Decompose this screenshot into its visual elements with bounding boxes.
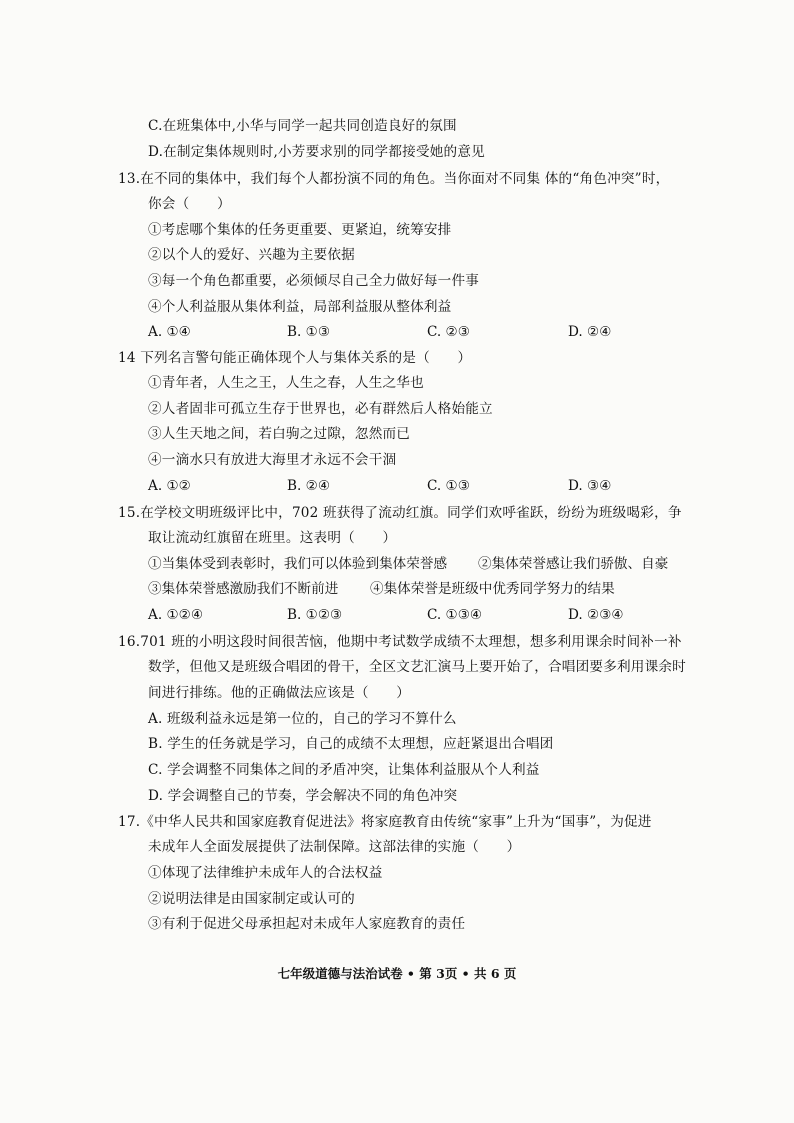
q13-stem-line2: 你会（ ） bbox=[148, 196, 231, 212]
q14-item-3: ③人生天地之间，若白驹之过隙，忽然而已 bbox=[148, 426, 411, 442]
q16-option-c: C. 学会调整不同集体之间的矛盾冲突，让集体利益服从个人利益 bbox=[148, 762, 540, 778]
q15-item-3: ③集体荣誉感激励我们不断前进 bbox=[148, 581, 339, 597]
q17-stem-line2: 未成年人全面发展提供了法制保障。这部法律的实施（ ） bbox=[148, 839, 521, 855]
q13-stem-line1: 13.在不同的集体中，我们每个人都扮演不同的角色。当你面对不同集 体的“角色冲突”时， bbox=[118, 171, 670, 187]
q16-stem-line2: 数学，但他又是班级合唱团的骨干，全区文艺汇演马上要开始了，合唱团要多利用课余时 bbox=[148, 659, 686, 675]
q17-stem-line1: 17.《中华人民共和国家庭教育促进法》将家庭教育由传统“家事”上升为“国事”，为促进 bbox=[118, 814, 652, 830]
q13-option-c: C. ②③ bbox=[427, 324, 470, 340]
q14-option-d: D. ③④ bbox=[568, 478, 612, 494]
q14-item-2: ②人者固非可孤立生存于世界也，必有群然后人格始能立 bbox=[148, 401, 493, 417]
q14-item-4: ④一滴水只有放进大海里才永远不会干涸 bbox=[148, 452, 397, 468]
q13-option-a: A. ①④ bbox=[148, 324, 191, 340]
q14-stem: 14 下列名言警句能正确体现个人与集体关系的是（ ） bbox=[118, 350, 472, 366]
q16-stem-line1: 16.701 班的小明这段时间很苦恼，他期中考试数学成绩不太理想，想多利用课余时间补一补 bbox=[118, 634, 682, 650]
q17-item-1: ①体现了法律维护未成年人的合法权益 bbox=[148, 865, 383, 881]
q13-item-3: ③每一个角色都重要，必须倾尽自己全力做好每一件事 bbox=[148, 273, 480, 289]
q16-option-b: B. 学生的任务就是学习，自己的成绩不太理想，应赶紧退出合唱团 bbox=[148, 736, 554, 752]
q14-option-c: C. ①③ bbox=[427, 478, 470, 494]
q12-option-c: C.在班集体中,小华与同学一起共同创造良好的氛围 bbox=[148, 118, 457, 134]
q13-item-4: ④个人利益服从集体利益，局部利益服从整体利益 bbox=[148, 299, 452, 315]
q17-item-3: ③有利于促进父母承担起对未成年人家庭教育的责任 bbox=[148, 916, 466, 932]
q16-stem-line3: 间进行排练。他的正确做法应该是（ ） bbox=[148, 685, 411, 701]
q15-item-4: ④集体荣誉是班级中优秀同学努力的结果 bbox=[370, 581, 615, 597]
q15-option-b: B. ①②③ bbox=[287, 607, 343, 623]
q15-option-a: A. ①②④ bbox=[148, 607, 204, 623]
q13-item-2: ②以个人的爱好、兴趣为主要依据 bbox=[148, 247, 355, 263]
q12-option-d: D.在制定集体规则时,小芳要求别的同学都接受她的意见 bbox=[148, 144, 485, 160]
page-footer: 七年级道德与法治试卷 • 第 3页 • 共 6 页 bbox=[277, 966, 517, 981]
q15-option-c: C. ①③④ bbox=[427, 607, 483, 623]
q16-option-a: A. 班级利益永远是第一位的，自己的学习不算什么 bbox=[148, 711, 457, 727]
q15-item-1: ①当集体受到表彰时，我们可以体验到集体荣誉感 bbox=[148, 556, 448, 572]
q13-option-d: D. ②④ bbox=[568, 324, 612, 340]
q15-item-2: ②集体荣誉感让我们骄傲、自豪 bbox=[478, 556, 669, 572]
q14-item-1: ①青年者，人生之王，人生之春，人生之华也 bbox=[148, 375, 424, 391]
q15-stem-line2: 取让流动红旗留在班里。这表明（ ） bbox=[148, 530, 397, 546]
q14-option-a: A. ①② bbox=[148, 478, 191, 494]
q17-item-2: ②说明法律是由国家制定或认可的 bbox=[148, 891, 355, 907]
q15-stem-line1: 15.在学校文明班级评比中，702 班获得了流动红旗。同学们欢呼雀跃，纷纷为班级喝彩，争 bbox=[118, 505, 682, 521]
q14-option-b: B. ②④ bbox=[287, 478, 331, 494]
q15-option-d: D. ②③④ bbox=[568, 607, 624, 623]
q13-item-1: ①考虑哪个集体的任务更重要、更紧迫，统筹安排 bbox=[148, 222, 452, 238]
q16-option-d: D. 学会调整自己的节奏，学会解决不同的角色冲突 bbox=[148, 788, 458, 804]
q13-option-b: B. ①③ bbox=[287, 324, 331, 340]
